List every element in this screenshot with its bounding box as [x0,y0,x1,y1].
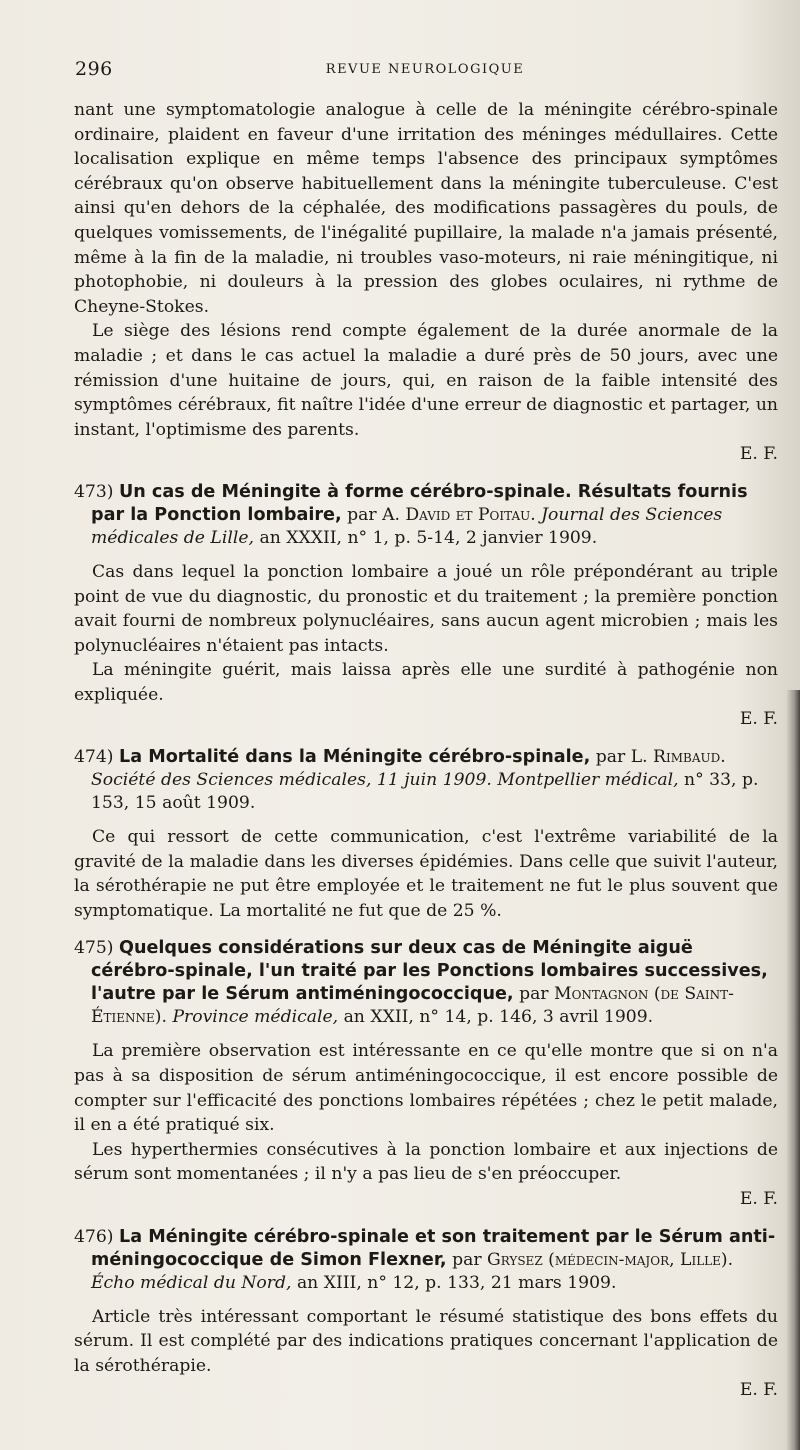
entry-reference: an XXXII, n° 1, p. 5-14, 2 janvier 1909. [259,527,598,548]
entry-title: La Méningite cérébro-spinale et son traitement par le Sérum anti-méningococcique de Simon Flexner, [91,1226,776,1270]
entry-paragraph: Cas dans lequel la ponction lombaire a joué un rôle prépondérant au triple point de vue du diagnostic, du pronostic et du traitement ; la première ponction avait fourni de nombreux polynucléaires, sans aucun agent microbien ; mais les polynucléaires n'étaient pas intacts. [74,561,778,656]
entry-title: Un cas de Méningite à forme cérébro-spinale. Résultats fournis par la Ponction lombaire, [91,481,748,525]
entry-journal: Société des Sciences médicales, 11 juin 1909. Montpellier médical, [91,770,679,791]
entry-paragraph: Ce qui ressort de cette communication, c'est l'extrême variabilité de la gravité de la maladie dans les diverses épidémies. Dans celle que suivit l'auteur, la sérothérapie ne put être employée et le traitement ne fut le plus souvent que symptomatique. La mortalité ne fut que de 25 %. [74,827,778,921]
entry-authors: Grysez (médecin-major, Lille). [487,1249,734,1270]
page-number: 296 [75,58,113,80]
abstract-entry-473 [74,481,778,732]
entry-body [74,560,778,732]
entry-journal: Journal des Sciences médicales de Lille, [91,504,723,548]
entry-number: 475) [74,938,114,959]
entry-number: 473) [74,481,114,502]
entry-number: 474) [74,747,114,768]
entry-body [74,825,778,923]
entry-body [74,1305,778,1403]
entry-title: Quelques considérations sur deux cas de Méningite aiguë cérébro-spinale, l'un traité par les Ponctions lombaires successives, l'autre par le Sérum antiméningococcique, [91,938,768,1005]
page-content [74,98,778,1403]
entry-authors: A. David et Poitau. [382,504,536,525]
intro-paragraph-2: Le siège des lésions rend compte également de la durée anormale de la maladie ; et dans le cas actuel la maladie a duré près de 50 jours, avec une rémission d'une huitaine de jours, qui, en raison de la faible intensité des symptômes cérébraux, fit naître l'idée d'une erreur de diagnostic et partager, un instant, l'optimisme des parents. [74,321,778,440]
abstract-entry-474 [74,746,778,923]
entry-heading [74,481,778,550]
entry-title: La Mortalité dans la Méningite cérébro-spinale, [118,747,591,768]
intro-signature: E. F. [739,444,778,465]
entry-authors: Montagnon (de Saint-Étienne). [91,984,734,1028]
entry-reference: n° 33, p. 153, 15 août 1909. [91,770,759,814]
entry-paragraph: La première observation est intéressante en ce qu'elle montre que si on n'a pas à sa disposition de sérum antiméningococcique, il est encore possible de compter sur l'efficacité des ponctions lombaires répétées ; chez le petit malade, il en a été pratiqué six. [74,1041,778,1136]
entry-signature: E. F. [739,1380,778,1401]
entry-number: 476) [74,1226,114,1247]
entry-journal: Province médicale, [172,1007,339,1028]
entry-par: par [595,747,626,768]
entry-journal: Écho médical du Nord, [91,1272,292,1293]
entry-signature: E. F. [739,1189,778,1209]
entry-paragraph: La méningite guérit, mais laissa après elle une surdité à pathogénie non expliquée. [74,660,778,705]
page-header [75,58,775,86]
entry-reference: an XIII, n° 12, p. 133, 21 mars 1909. [296,1272,617,1293]
entry-paragraph: Article très intéressant comportant le résumé statistique des bons effets du sérum. Il est complété par des indications pratiques concernant l'application de la sérothérapie. [74,1306,778,1376]
intro-paragraph-1: nant une symptomatologie analogue à celle de la méningite cérébro-spinale ordinaire, plaident en faveur d'une irritation des méninges médullaires. Cette localisation explique en même temps l'absence des principaux symptômes cérébraux qu'on observe habituellement dans la méningite tuberculeuse. C'est ainsi qu'en dehors de la céphalée, des modifications passagères du pouls, de quelques vomissements, de l'inégalité pupillaire, la malade n'a jamais présenté, même à la fin de la maladie, ni troubles vaso-moteurs, ni raie méningitique, ni photophobie, ni douleurs à la pression des globes oculaires, ni rythme de Cheyne-Stokes. [74,100,778,317]
entry-heading [74,937,778,1029]
entry-paragraph: Les hyperthermies consécutives à la ponction lombaire et aux injections de sérum sont momentanées ; il n'y a pas lieu de s'en préoccuper. [74,1139,778,1185]
abstract-entry-475 [74,937,778,1211]
entry-par: par [452,1249,482,1270]
entry-heading [74,1226,778,1295]
running-head: REVUE NEUROLOGIQUE [325,62,525,77]
entry-heading [74,746,778,815]
entry-body [74,1039,778,1211]
entry-par: par [347,504,377,525]
entry-reference: an XXII, n° 14, p. 146, 3 avril 1909. [343,1007,654,1028]
abstract-entry-476 [74,1226,778,1403]
entry-authors: L. Rimbaud. [630,747,726,768]
entry-par: par [519,984,549,1005]
entry-signature: E. F. [739,709,778,730]
page-binding-shadow [786,690,800,1450]
